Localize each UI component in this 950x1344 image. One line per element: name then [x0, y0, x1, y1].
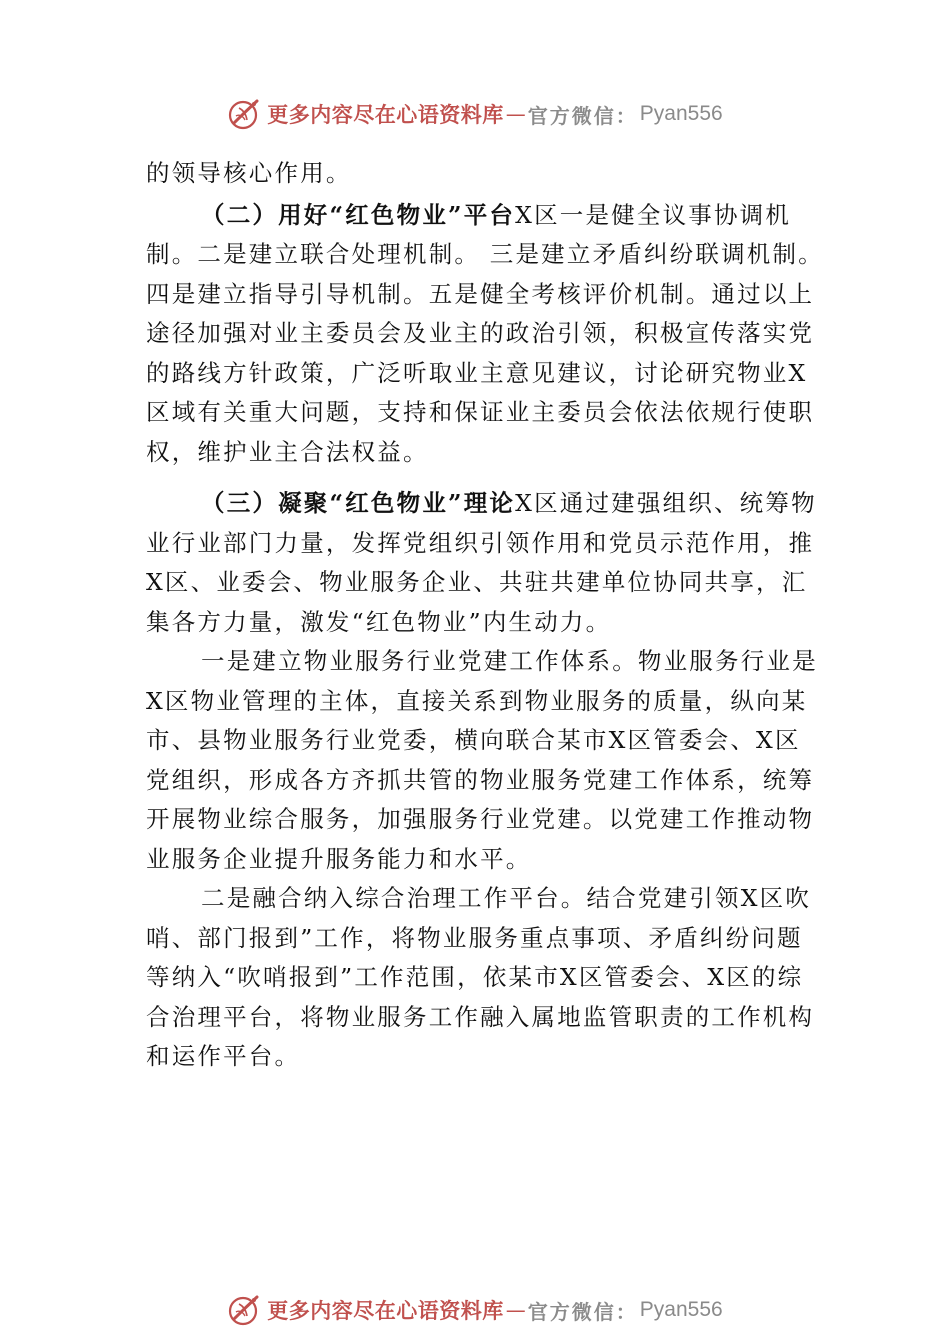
watermark-wechat-id: Pyan556 — [639, 102, 723, 125]
paragraph-section-2 — [146, 196, 826, 473]
watermark-wechat-id: Pyan556 — [639, 1298, 723, 1321]
section-heading-3: （三）凝聚“红色物业”理论 — [201, 489, 516, 517]
watermark-dash: — — [505, 102, 526, 126]
section-heading-2: （二）用好“红色物业”平台 — [201, 200, 516, 229]
footer-watermark — [0, 1288, 950, 1332]
paragraph-continuation — [146, 154, 826, 194]
paragraph-text: 二是融合纳入综合治理工作平台。结合党建引领X区吹哨、部门报到”工作，将物业服务重点事项、矛盾纠纷问题等纳入“吹哨报到”工作范围，依某市X区管委会、X区的综合治理平台，将物业服务工作融入属地监管职责的工作机构和运作平台。 — [146, 884, 815, 1070]
paragraph-text: 的领导核心作用。 — [146, 159, 352, 187]
paragraph-text: 一是建立物业服务行业党建工作体系。物业服务行业是X区物业管理的主体，直接关系到物业服务的质量，纵向某市、县物业服务行业党委，横向联合某市X区管委会、X区党组织，形成各方齐抓共管的物业服务党建工作体系，统筹开展物业综合服务，加强服务行业党建。以党建工作推动物业服务企业提升服务能力和水平。 — [146, 647, 818, 873]
watermark-slogan: 更多内容尽在心语资料库 — [267, 102, 504, 127]
pen-seal-icon — [227, 1292, 263, 1328]
paragraph-text: X区通过建强组织、统筹物业行业部门力量，发挥党组织引领作用和党员示范作用，推X区、业委会、物业服务企业、共驻共建单位协同共享，汇集各方力量，激发“红色物业”内生动力。 — [146, 489, 817, 636]
watermark-dash: — — [505, 1298, 526, 1322]
watermark-official-label: 官方微信： — [527, 1299, 638, 1324]
header-watermark — [0, 92, 950, 136]
pen-seal-icon — [227, 96, 263, 132]
document-body — [146, 154, 826, 1077]
watermark-slogan: 更多内容尽在心语资料库 — [267, 1298, 504, 1323]
paragraph-text: X区一是健全议事协调机制。二是建立联合处理机制。 三是建立矛盾纠纷联调机制。四是建立指导引导机制。五是健全考核评价机制。通过以上途径加强对业主委员会及业主的政治引领，积极宣传落实党的路线方针政策，广泛听取业主意见建议，讨论研究物业X区域有关重大问题，支持和保证业主委员会依法依规行使职权，维护业主合法权益。 — [146, 200, 824, 466]
paragraph-point-1 — [146, 642, 826, 879]
paragraph-section-3 — [146, 484, 826, 642]
paragraph-point-2 — [146, 879, 826, 1077]
watermark-official-label: 官方微信： — [527, 103, 638, 128]
